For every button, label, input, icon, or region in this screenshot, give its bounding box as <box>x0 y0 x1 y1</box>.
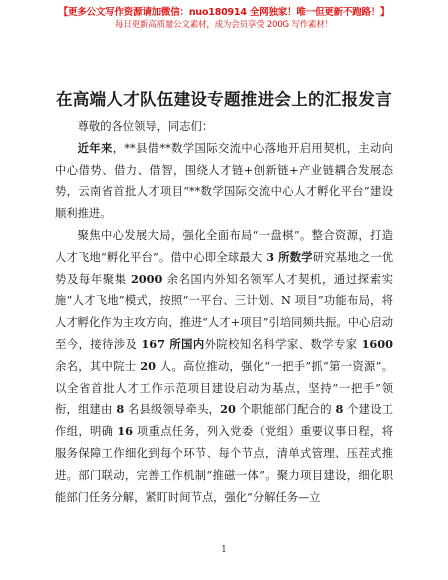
bold-text-run: 1600 <box>361 336 394 351</box>
promo-banner-line2: 每日更新高质量公文素材，成为会员享受 200G 写作素材！ <box>115 20 333 30</box>
bold-text-run: 20 <box>140 358 156 373</box>
text-run: 个职能部门配合的 <box>235 403 336 417</box>
text-run: 人。高位推动，强化“一把手”抓“第一资源”。以全省首批人才工作示范项目建设启动为基点，坚持“一把手”领衔，组建由 <box>55 359 393 417</box>
paragraph-2 <box>55 225 393 508</box>
text-run: 项重点任务，列入党委（党组）重要议事日程，将服务保障工作细化到每个环节、每个节点，清单式管理、压茬式推进。部门联动，完善工作机制“推磁一体”。聚力项目建设，细化职能部门任务分解，紧盯时间节点，强化“分解任务—立 <box>55 425 393 504</box>
bold-text-run: 20 <box>220 402 236 417</box>
text-run: 研究基地之一优势及每年聚集 <box>55 250 393 286</box>
salutation: 尊敬的各位领导，同志们： <box>77 120 214 133</box>
text-run: 外院校知名科学家、数学专家 <box>204 337 362 351</box>
paragraph-1 <box>55 138 393 225</box>
bold-text-run: 3 所数学 <box>266 249 313 264</box>
bold-text-run: 2000 <box>130 271 163 286</box>
text-run: 名县级领导牵头， <box>124 403 221 417</box>
document-body <box>55 116 393 508</box>
text-run: ，**县借**数学国际交流中心落地开启用契机，主动向中心借势、借力、借智，围绕人才链+创新链+产业链耦合发展态势，云南省首批人才项目“**数学国际交流中心人才孵化平台”建设顺利推进。 <box>55 141 393 221</box>
document-title: 在高端人才队伍建设专题推进会上的汇报发言 <box>56 90 392 109</box>
text-run: 个建设工作组，明确 <box>55 403 393 439</box>
text-run: 聚焦中心发展大局，强化全面布局“一盘棋”。整合资源，打造人才飞地“孵化平台”。借中心即全球最大 <box>55 228 393 264</box>
bold-text-run: 167 所国内 <box>141 336 205 351</box>
promo-banner-line1: 【更多公文写作资源请加微信：nuo180914 全网独家！唯一但更新不跑路！】 <box>58 7 390 18</box>
page-number: 1 <box>221 545 227 555</box>
bold-text-run: 16 <box>117 424 133 439</box>
text-run: 余名，其中院士 <box>55 359 141 373</box>
bold-text-run: 近年来 <box>77 140 113 155</box>
bold-text-run: 8 <box>116 402 125 417</box>
bold-text-run: 8 <box>335 402 344 417</box>
text-run: 余名国内外知名领军人才契机，通过探索实施“人才飞地”模式，按照“一平台、三计划、N 项目”功能布局，将人才孵化作为主攻方向，推进“人才+项目”引培同频共振。中心启动至今，接待涉及 <box>55 272 394 351</box>
promo-banner <box>0 6 448 31</box>
